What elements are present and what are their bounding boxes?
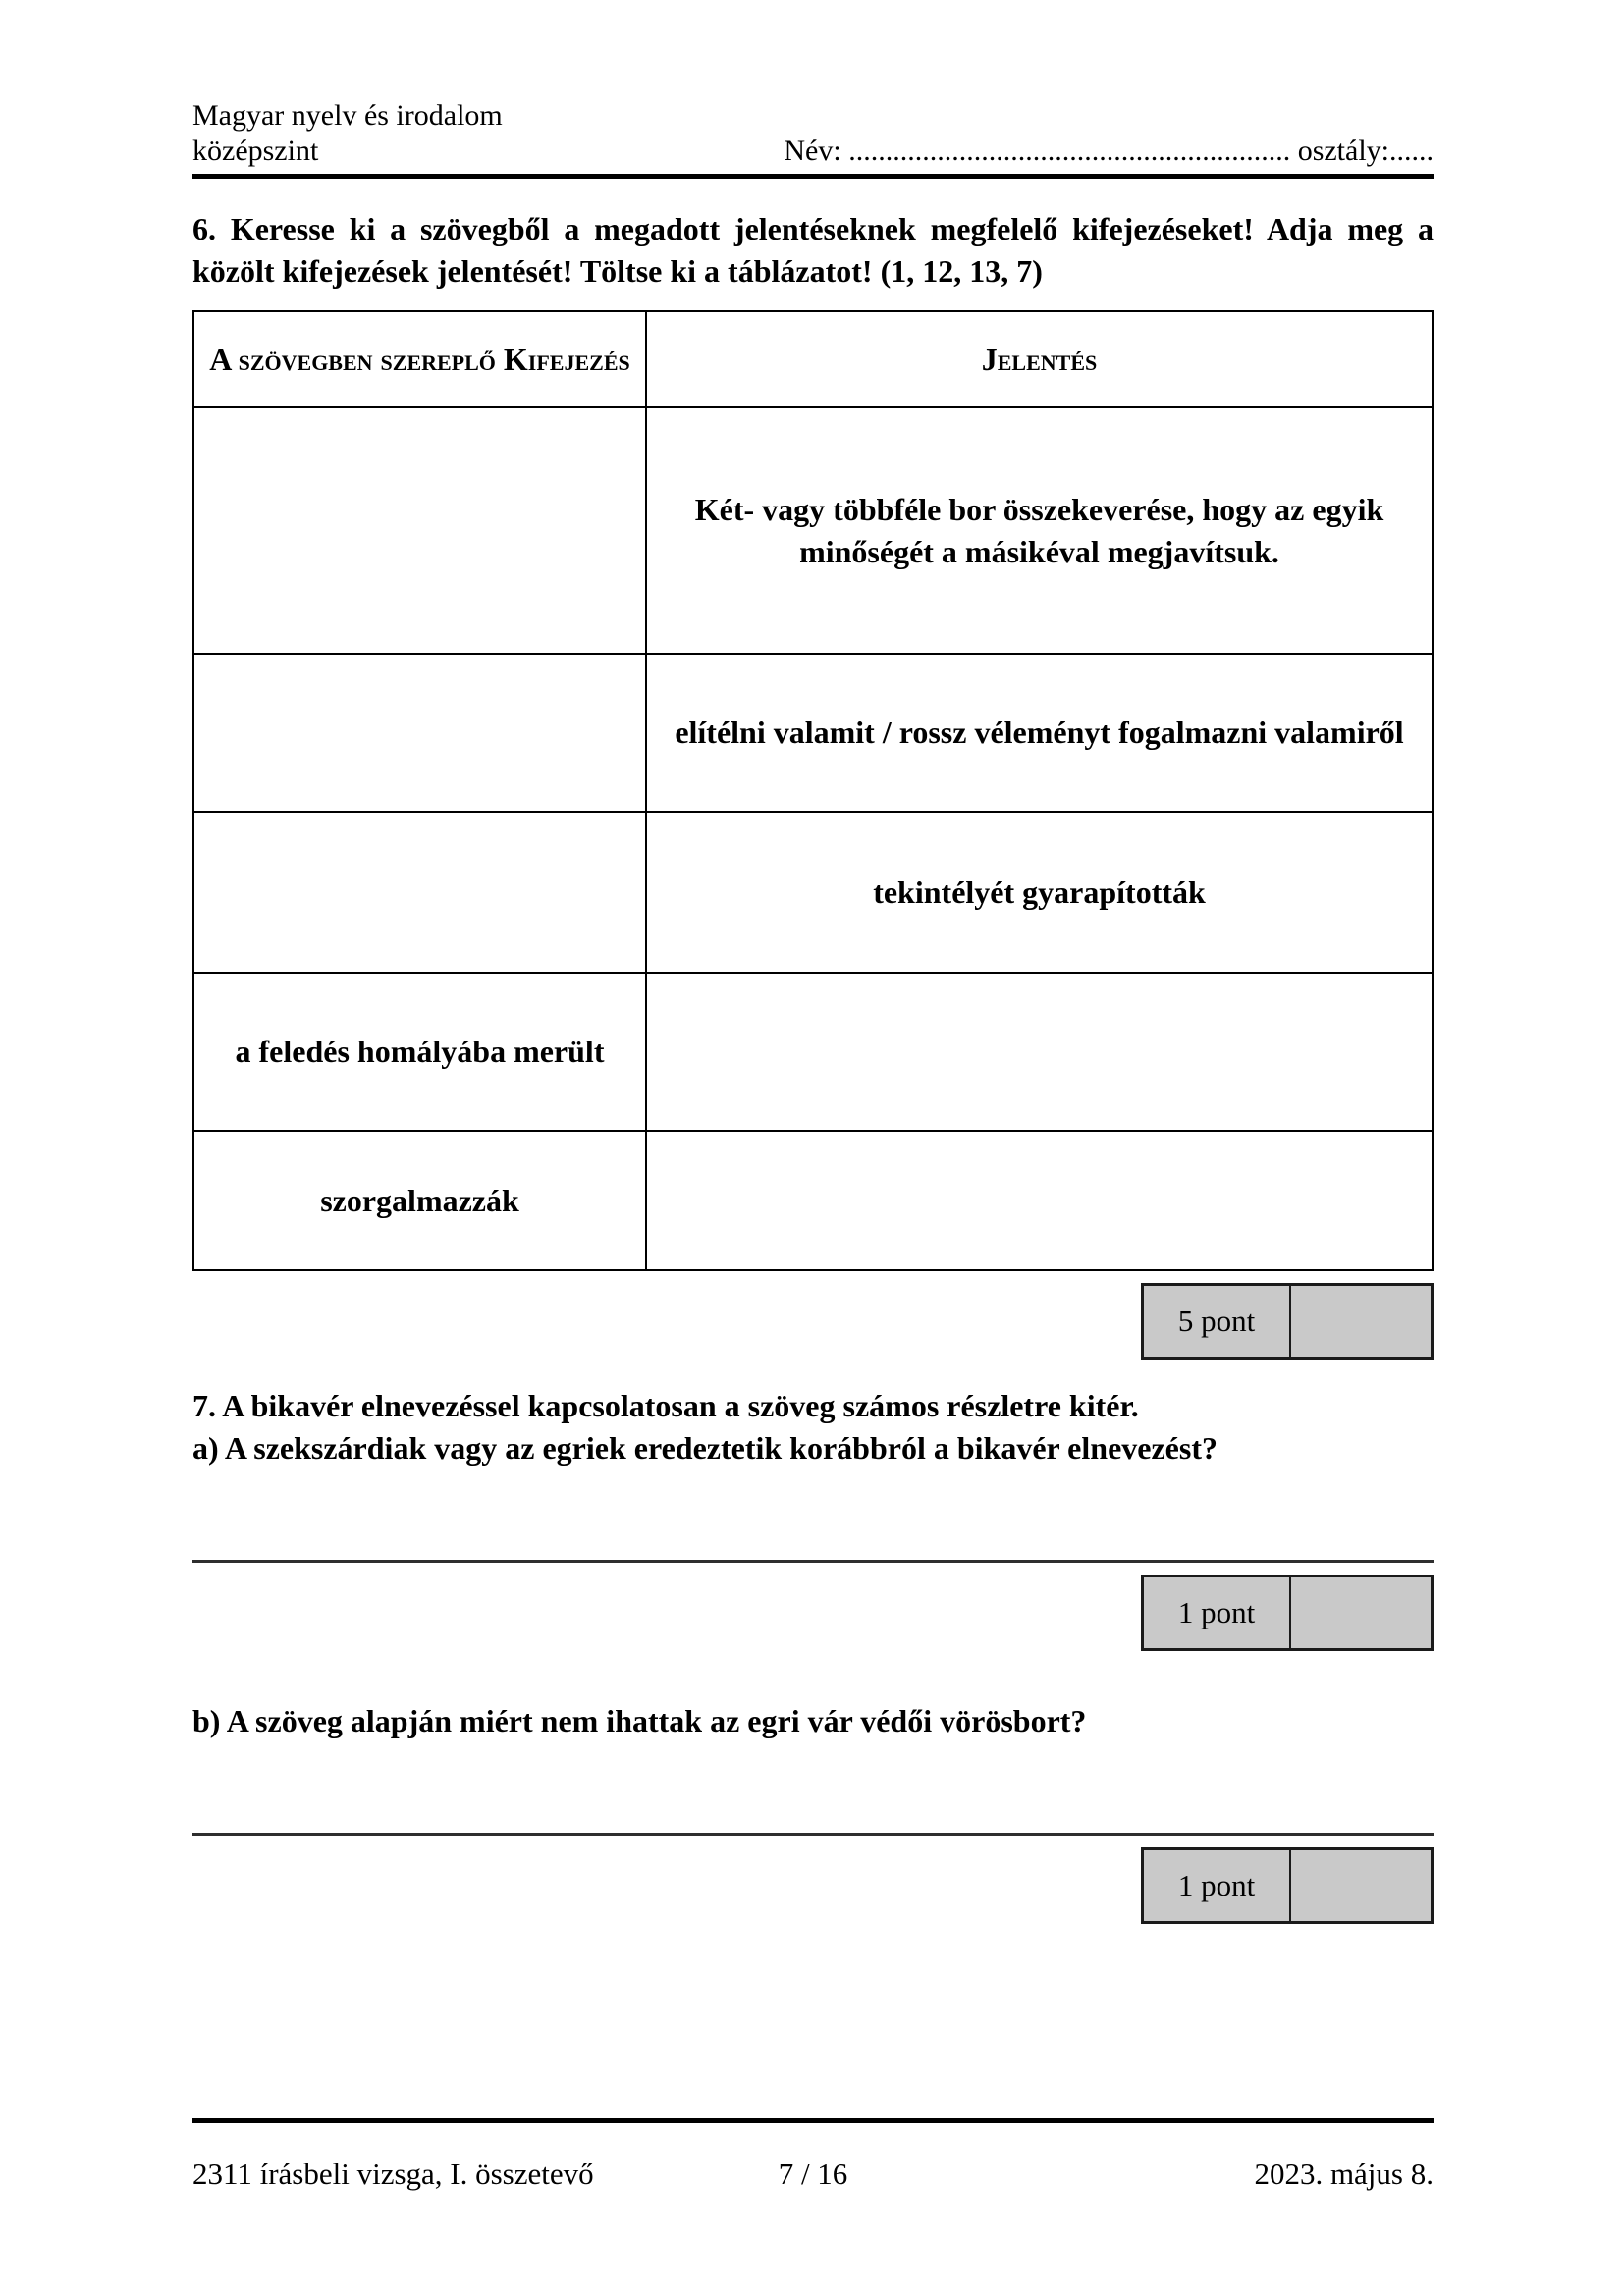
table-row bbox=[193, 973, 1433, 1131]
table-row bbox=[193, 812, 1433, 973]
table-row bbox=[193, 654, 1433, 812]
expression-blank-cell[interactable] bbox=[193, 812, 646, 973]
meaning-text: tekintélyét gyarapították bbox=[646, 812, 1433, 973]
points-label: 5 pont bbox=[1144, 1286, 1291, 1357]
page-header bbox=[192, 0, 1434, 179]
meaning-text: elítélni valamit / rossz véleményt fogalmazni valamiről bbox=[646, 654, 1433, 812]
points-label: 1 pont bbox=[1144, 1577, 1291, 1648]
expression-text: szorgalmazzák bbox=[193, 1131, 646, 1270]
answer-line-q7a[interactable] bbox=[192, 1560, 1434, 1563]
points-box-q7b bbox=[1141, 1847, 1434, 1924]
points-score-cell[interactable] bbox=[1291, 1850, 1431, 1921]
meaning-blank-cell[interactable] bbox=[646, 1131, 1433, 1270]
name-label: Név: bbox=[784, 134, 849, 167]
points-label: 1 pont bbox=[1144, 1850, 1291, 1921]
question7-part-b: b) A szöveg alapján miért nem ihattak az egri vár védői vörösbort? bbox=[192, 1703, 1087, 1738]
column-header-meaning: Jelentés bbox=[646, 311, 1433, 407]
footer-page-number: 7 / 16 bbox=[778, 2157, 848, 2191]
points-box-q6 bbox=[1141, 1283, 1434, 1360]
name-class-line bbox=[784, 133, 1434, 169]
points-score-cell[interactable] bbox=[1291, 1286, 1431, 1357]
subject-title: Magyar nyelv és irodalom bbox=[192, 99, 503, 132]
expression-text: a feledés homályába merült bbox=[193, 973, 646, 1131]
table-header-row bbox=[193, 311, 1433, 407]
question7-part-a: a) A szekszárdiak vagy az egriek eredeztetik korábbról a bikavér elnevezést? bbox=[192, 1430, 1218, 1466]
meaning-text: Két- vagy többféle bor összekeverése, hogy az egyik minőségét a másikéval megjavítsuk. bbox=[646, 407, 1433, 654]
footer-date: 2023. május 8. bbox=[1254, 2157, 1434, 2191]
name-field[interactable]: ............................................................ bbox=[848, 134, 1291, 167]
question6-text: 6. Keresse ki a szövegből a megadott jelentéseknek megfelelő kifejezéseket! Adja meg a közölt kifejezések jelentését! Töltse ki a táblázatot! (1, 12, 13, 7) bbox=[192, 211, 1434, 289]
class-label: osztály: bbox=[1290, 134, 1389, 167]
class-field[interactable]: ...... bbox=[1389, 134, 1434, 167]
subject-level: középszint bbox=[192, 134, 319, 167]
question7-intro: 7. A bikavér elnevezéssel kapcsolatosan a szöveg számos részletre kitér. bbox=[192, 1388, 1139, 1423]
answer-line-q7b[interactable] bbox=[192, 1833, 1434, 1836]
expression-blank-cell[interactable] bbox=[193, 654, 646, 812]
meaning-blank-cell[interactable] bbox=[646, 973, 1433, 1131]
page-content bbox=[192, 0, 1434, 1924]
exam-subject bbox=[192, 98, 503, 169]
column-header-expression: A szövegben szereplő Kifejezés bbox=[193, 311, 646, 407]
points-score-cell[interactable] bbox=[1291, 1577, 1431, 1648]
question6-table bbox=[192, 310, 1434, 1271]
question7-block bbox=[192, 1385, 1434, 1469]
page-footer bbox=[192, 2118, 1434, 2192]
table-row bbox=[193, 407, 1433, 654]
table-row bbox=[193, 1131, 1433, 1270]
points-box-q7a bbox=[1141, 1575, 1434, 1651]
expression-blank-cell[interactable] bbox=[193, 407, 646, 654]
footer-exam-code: 2311 írásbeli vizsga, I. összetevő bbox=[192, 2157, 594, 2191]
